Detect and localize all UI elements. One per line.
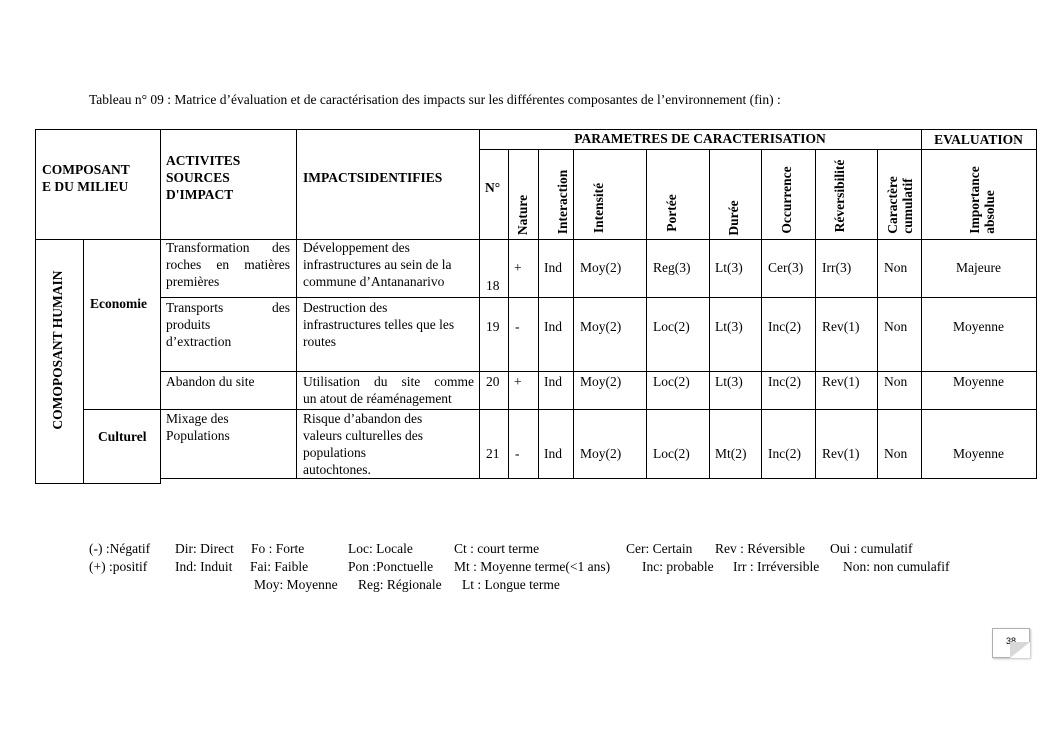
row18-intensite: Moy(2) xyxy=(580,260,622,275)
legend-item: Moy: Moyenne xyxy=(254,577,338,592)
legend-item: Ct : court terme xyxy=(454,541,540,556)
row19-num: 19 xyxy=(486,319,500,334)
row19-interaction: Ind xyxy=(544,319,562,334)
header-importance: Importance absolue xyxy=(967,166,997,234)
row18-activite: Transformation des roches en matières premières xyxy=(166,240,290,289)
row18-reversibilite: Irr(3) xyxy=(822,260,852,275)
header-intensite: Intensité xyxy=(591,182,606,234)
header-portee: Portée xyxy=(664,194,679,232)
row18-importance: Majeure xyxy=(956,260,1001,275)
legend-item: Lt : Longue terme xyxy=(462,577,560,592)
row21-importance: Moyenne xyxy=(953,446,1004,461)
row18-num: 18 xyxy=(486,278,500,293)
row20-interaction: Ind xyxy=(544,374,562,389)
row20-occurrence: Inc(2) xyxy=(768,374,801,389)
header-caractere: Caractère cumulatif xyxy=(885,176,915,234)
row20-impact: Utilisation du site comme un atout de réaménagement xyxy=(303,374,474,406)
row18-cumulatif: Non xyxy=(884,260,908,275)
row19-activite: Transports des produits d’extraction xyxy=(166,300,290,349)
legend-item: Ind: Induit xyxy=(175,559,233,574)
row20-duree: Lt(3) xyxy=(715,374,743,389)
legend-item: Mt : Moyenne terme(<1 ans) xyxy=(454,559,611,574)
row21-impact: Risque d’abandon des valeurs culturelles des populations autochtones. xyxy=(303,411,423,477)
row19-impact: Destruction des infrastructures telles que les routes xyxy=(303,300,455,349)
row18-impact: Développement des infrastructures au sein de la commune d’Antananarivo xyxy=(303,240,452,289)
sub-economie: Economie xyxy=(90,296,147,311)
row19-portee: Loc(2) xyxy=(653,319,690,334)
row20-reversibilite: Rev(1) xyxy=(822,374,860,389)
row21-cumulatif: Non xyxy=(884,446,908,461)
row19-duree: Lt(3) xyxy=(715,319,743,334)
row18-duree: Lt(3) xyxy=(715,260,743,275)
page-number: 38 xyxy=(992,628,1030,658)
row21-portee: Loc(2) xyxy=(653,446,690,461)
row21-interaction: Ind xyxy=(544,446,562,461)
row20-activite: Abandon du site xyxy=(166,374,255,389)
legend-item: Oui : cumulatif xyxy=(830,541,913,556)
row18-nature: + xyxy=(514,260,522,275)
legend-item: Pon :Ponctuelle xyxy=(348,559,434,574)
legend-item: (-) :Négatif xyxy=(89,541,151,556)
header-impacts: IMPACTSIDENTIFIES xyxy=(303,170,443,185)
page-fold-icon xyxy=(1010,642,1030,658)
row20-portee: Loc(2) xyxy=(653,374,690,389)
header-parametres: PARAMETRES DE CARACTERISATION xyxy=(574,131,826,146)
legend-item: Rev : Réversible xyxy=(715,541,805,556)
header-occurrence: Occurrence xyxy=(779,166,794,234)
row19-intensite: Moy(2) xyxy=(580,319,622,334)
legend-item: Irr : Irréversible xyxy=(733,559,820,574)
legend-item: Non: non cumulafif xyxy=(843,559,950,574)
row21-duree: Mt(2) xyxy=(715,446,747,461)
row19-reversibilite: Rev(1) xyxy=(822,319,860,334)
row18-portee: Reg(3) xyxy=(653,260,691,275)
row21-num: 21 xyxy=(486,446,500,461)
row21-activite: Mixage des Populations xyxy=(166,411,230,443)
row19-importance: Moyenne xyxy=(953,319,1004,334)
row19-cumulatif: Non xyxy=(884,319,908,334)
header-evaluation: EVALUATION xyxy=(934,132,1023,147)
row21-reversibilite: Rev(1) xyxy=(822,446,860,461)
row20-cumulatif: Non xyxy=(884,374,908,389)
header-duree: Durée xyxy=(726,200,741,236)
row19-occurrence: Inc(2) xyxy=(768,319,801,334)
header-nature: Nature xyxy=(515,194,530,236)
row20-intensite: Moy(2) xyxy=(580,374,622,389)
row20-nature: + xyxy=(514,374,522,389)
row20-importance: Moyenne xyxy=(953,374,1004,389)
row21-intensite: Moy(2) xyxy=(580,446,622,461)
legend-item: Fo : Forte xyxy=(251,541,305,556)
legend-item: Reg: Régionale xyxy=(358,577,442,592)
legend-item: Dir: Direct xyxy=(175,541,234,556)
row21-occurrence: Inc(2) xyxy=(768,446,801,461)
legend-item: Loc: Locale xyxy=(348,541,413,556)
legend-item: (+) :positif xyxy=(89,559,148,574)
sub-culturel: Culturel xyxy=(98,429,147,444)
row18-interaction: Ind xyxy=(544,260,562,275)
header-interaction: Interaction xyxy=(555,169,570,235)
header-num: N° xyxy=(485,180,501,195)
row19-nature: - xyxy=(515,319,520,334)
header-composante: COMPOSANT E DU MILIEU xyxy=(42,162,130,194)
row20-num: 20 xyxy=(486,374,500,389)
legend-item: Inc: probable xyxy=(642,559,714,574)
legend-item: Fai: Faible xyxy=(250,559,309,574)
row21-nature: - xyxy=(515,446,520,461)
legend-item: Cer: Certain xyxy=(626,541,693,556)
row18-occurrence: Cer(3) xyxy=(768,260,804,275)
table-caption: Tableau n° 09 : Matrice d’évaluation et de caractérisation des impacts sur les différentes composantes de l’environnement (fin) : xyxy=(89,92,781,107)
group-label: COMOPOSANT HUMAIN xyxy=(50,270,65,430)
header-activites: ACTIVITES SOURCES D'IMPACT xyxy=(166,153,241,202)
header-reversibilite: Réversibilité xyxy=(832,159,847,233)
